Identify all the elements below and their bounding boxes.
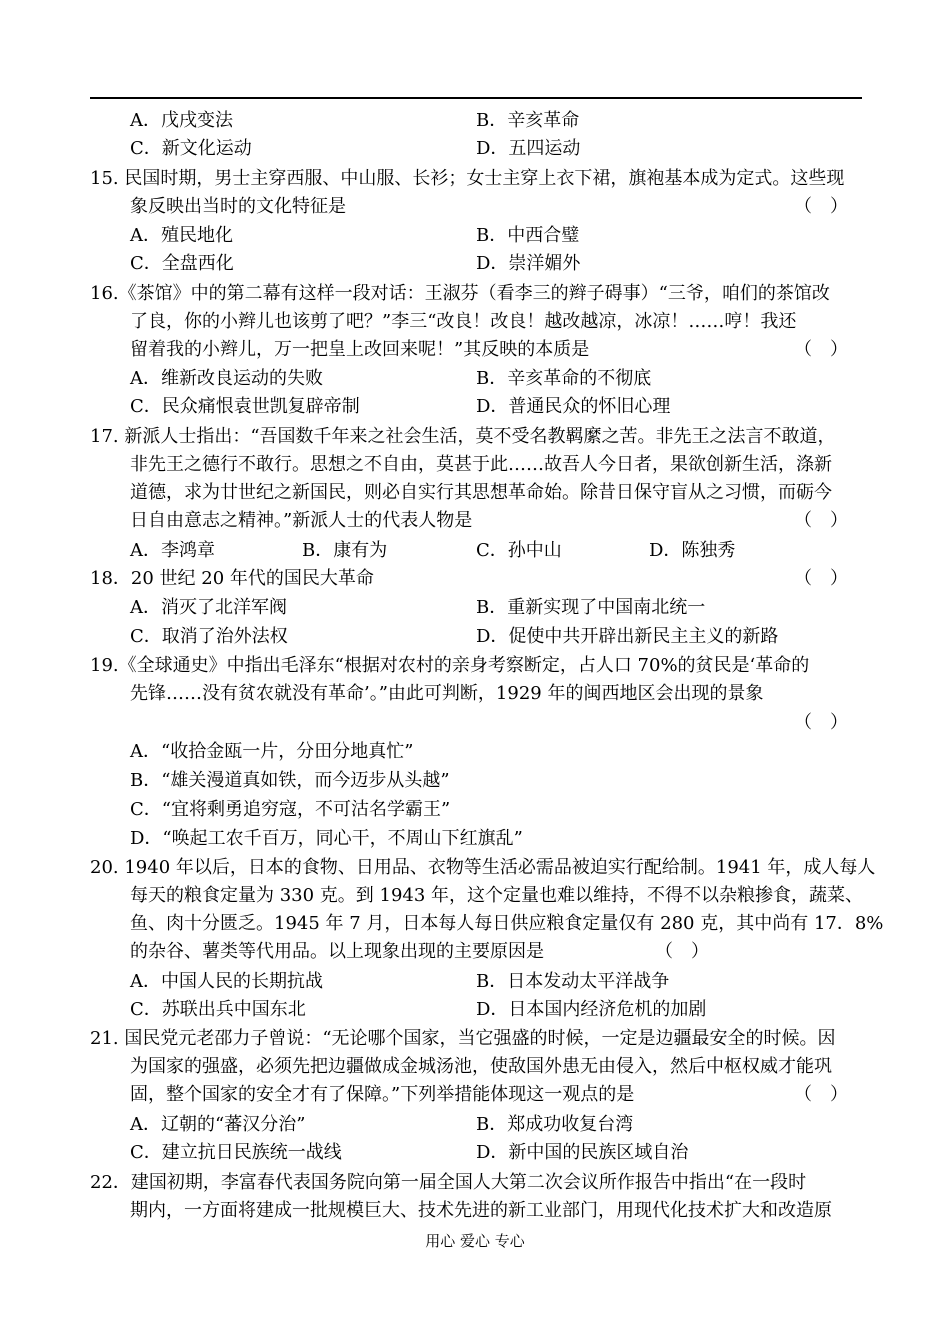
answer-bracket: （ ） [794, 712, 848, 733]
option-b: B．“雄关漫道真如铁，而今迈步从头越” [130, 770, 450, 791]
option-a: A．戊戌变法 [130, 110, 233, 131]
question-20-stem: 20. 1940 年以后，日本的食物、日用品、衣物等生活必需品被迫实行配给制。1941 年，成人每人 [90, 857, 876, 878]
question-22-stem: 22．建国初期，李富春代表国务院向第一届全国人大第二次会议所作报告中指出“在一段时 [90, 1172, 807, 1193]
question-22-stem: 期内，一方面将建成一批规模巨大、技术先进的新工业部门，用现代化技术扩大和改造原 [130, 1200, 832, 1221]
option-c: C．取消了治外法权 [130, 626, 288, 647]
question-16-stem: 了良，你的小辫儿也该剪了吧？”李三“改良！改良！越改越凉，冰凉！……哼！我还 [130, 311, 797, 332]
option-b: B．重新实现了中国南北统一 [476, 597, 706, 618]
question-21-stem: 固，整个国家的安全才有了保障。”下列举措能体现这一观点的是 [130, 1084, 635, 1105]
option-b: B．康有为 [302, 540, 388, 561]
question-16-stem: 留着我的小辫儿，万一把皇上改回来呢！”其反映的本质是 [130, 339, 590, 360]
question-15-stem: 象反映出当时的文化特征是 [130, 196, 346, 217]
question-17-stem: 日自由意志之精神。”新派人士的代表人物是 [130, 510, 473, 531]
option-a: A．维新改良运动的失败 [130, 368, 323, 389]
option-a: A．消灭了北洋军阀 [130, 597, 287, 618]
answer-bracket: （ ） [655, 941, 709, 962]
option-a: A．中国人民的长期抗战 [130, 971, 323, 992]
option-c: C．孙中山 [476, 540, 562, 561]
option-b: B．辛亥革命的不彻底 [476, 368, 652, 389]
option-d: D．崇洋媚外 [476, 253, 581, 274]
option-b: B．日本发动太平洋战争 [476, 971, 670, 992]
option-a: A．“收拾金瓯一片，分田分地真忙” [130, 741, 414, 762]
question-20-stem: 的杂谷、薯类等代用品。以上现象出现的主要原因是 [130, 941, 544, 962]
question-19-stem: 先锋……没有贫农就没有革命’。”由此可判断，1929 年的闽西地区会出现的景象 [130, 683, 764, 704]
option-c: C．“宜将剩勇追穷寇，不可沽名学霸王” [130, 799, 451, 820]
question-17-stem: 17. 新派人士指出：“吾国数千年来之社会生活，莫不受名教羁縻之苦。非先王之法言不敢道， [90, 426, 836, 447]
option-d: D．普通民众的怀旧心理 [476, 396, 671, 417]
answer-bracket: （ ） [794, 339, 848, 360]
option-d: D．“唤起工农千百万，同心干，不周山下红旗乱” [130, 828, 523, 849]
option-d: D．五四运动 [476, 138, 581, 159]
option-d: D．陈独秀 [649, 540, 736, 561]
question-20-stem: 鱼、肉十分匮乏。1945 年 7 月，日本每人每日供应粮食定量仅有 280 克，其中尚有 17．8% [130, 913, 884, 934]
option-d: D．新中国的民族区域自治 [476, 1142, 689, 1163]
answer-bracket: （ ） [794, 510, 848, 531]
question-18-stem: 18．20 世纪 20 年代的国民大革命 [90, 568, 374, 589]
question-21-stem: 21. 国民党元老邵力子曾说：“无论哪个国家，当它强盛的时候，一定是边疆最安全的时候。因 [90, 1028, 836, 1049]
option-d: D．促使中共开辟出新民主主义的新路 [476, 626, 779, 647]
option-b: B．辛亥革命 [476, 110, 580, 131]
question-20-stem: 每天的粮食定量为 330 克。到 1943 年，这个定量也难以维持，不得不以杂粮掺食，蔬菜、 [130, 885, 864, 906]
option-c: C．新文化运动 [130, 138, 252, 159]
question-21-stem: 为国家的强盛，必须先把边疆做成金城汤池，使敌国外患无由侵入，然后中枢权威才能巩 [130, 1056, 832, 1077]
option-a: A．辽朝的“蕃汉分治” [130, 1114, 306, 1135]
question-19-stem: 19.《全球通史》中指出毛泽东“根据对农村的亲身考察断定，占人口 70%的贫民是‘革命的 [90, 655, 810, 676]
question-17-stem: 道德，求为廿世纪之新国民，则必自实行其思想革命始。除昔日保守盲从之习惯，而砺今 [130, 482, 832, 503]
header-rule [90, 97, 862, 99]
page-footer: 用心 爱心 专心 [425, 1232, 525, 1250]
answer-bracket: （ ） [794, 1084, 848, 1105]
question-16-stem: 16.《茶馆》中的第二幕有这样一段对话：王淑芬（看李三的辫子碍事）“三爷，咱们的茶馆改 [90, 283, 830, 304]
option-c: C．苏联出兵中国东北 [130, 999, 306, 1020]
option-c: C．全盘西化 [130, 253, 234, 274]
answer-bracket: （ ） [794, 196, 848, 217]
option-d: D．日本国内经济危机的加剧 [476, 999, 707, 1020]
option-b: B．郑成功收复台湾 [476, 1114, 634, 1135]
answer-bracket: （ ） [794, 568, 848, 589]
question-17-stem: 非先王之德行不敢行。思想之不自由，莫甚于此……故吾人今日者，果欲创新生活，涤新 [130, 454, 832, 475]
option-c: C．建立抗日民族统一战线 [130, 1142, 342, 1163]
option-a: A．殖民地化 [130, 225, 233, 246]
question-15-stem: 15. 民国时期，男士主穿西服、中山服、长衫；女士主穿上衣下裙，旗袍基本成为定式。这些现 [90, 168, 845, 189]
option-c: C．民众痛恨袁世凯复辟帝制 [130, 396, 360, 417]
option-b: B．中西合璧 [476, 225, 580, 246]
option-a: A．李鸿章 [130, 540, 215, 561]
